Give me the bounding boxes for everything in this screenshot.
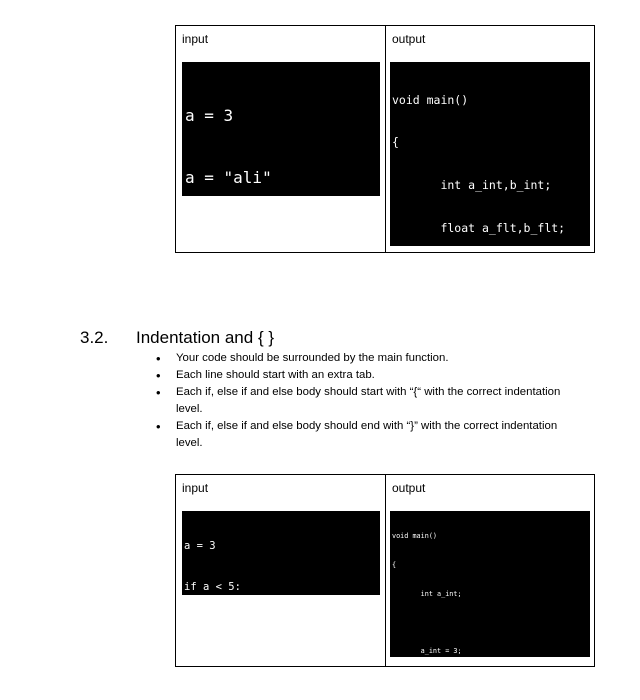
input-code-block [182,62,380,196]
output-header: output [392,32,426,46]
code-line: a = 3 [184,540,216,552]
section-title: Indentation and { } [136,328,275,347]
code-line: void main() [392,532,438,541]
code-line: float a_flt,b_flt; [392,221,566,236]
output-column [386,475,594,666]
code-line: int a_int,b_int; [392,178,552,193]
list-item: • Each if, else if and else body should end with “}” with the correct indentation level. [148,418,568,452]
code-line: void main() [392,92,469,107]
code-line: { [392,135,399,150]
output-code-block [390,62,590,246]
code-line: { [392,560,397,569]
code-line: if a < 5: [184,580,241,593]
input-code-block [182,511,380,595]
output-header: output [392,481,426,495]
input-column [176,475,386,666]
code-line: a = "ali" [185,167,272,187]
section-heading [80,328,274,348]
rules-list [148,350,568,452]
example-table-2 [175,474,595,667]
input-column [176,26,386,252]
input-header: input [182,32,209,46]
list-item: • Your code should be surrounded by the main function. [148,350,568,367]
list-item: • Each line should start with an extra tab. [148,367,568,384]
output-code-block [390,511,590,657]
code-line: a_int = 3; [392,647,462,656]
code-line: int a_int; [392,589,462,598]
input-header: input [182,481,209,495]
code-line [392,619,590,629]
example-table-1 [175,25,595,253]
section-number: 3.2. [80,328,109,347]
output-column [386,26,594,252]
code-line: a = 3 [185,106,234,125]
list-item: • Each if, else if and else body should start with “{“ with the correct indentation level. [148,384,568,418]
